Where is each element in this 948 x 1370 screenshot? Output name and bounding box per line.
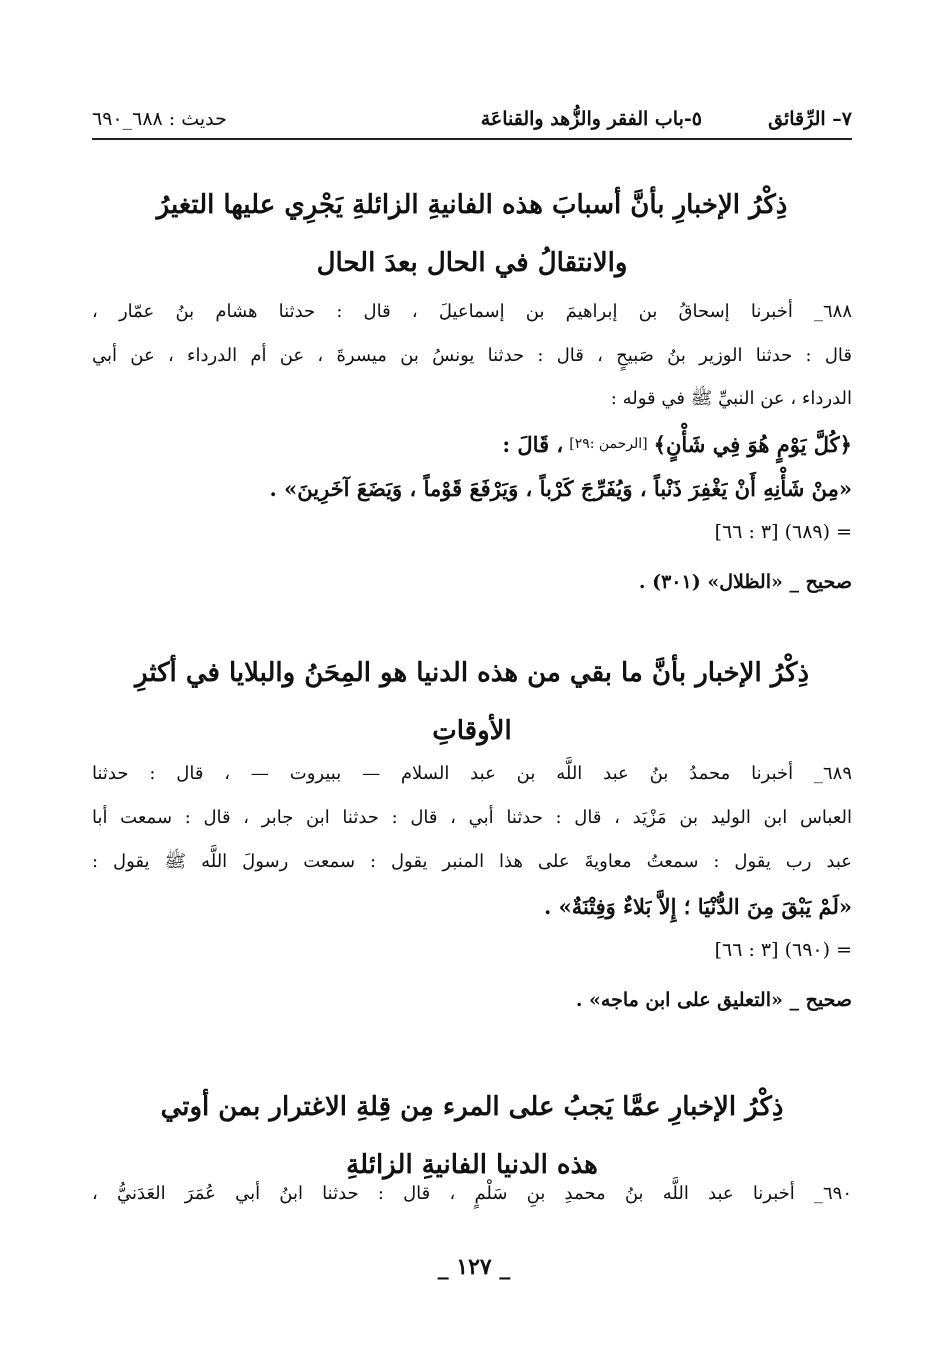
hadith-689-line-3: عبد رب يقول : سمعتُ معاويةَ على هذا المنبر يقول : سمعت رسولَ اللَّه ﷺ يقول : xyxy=(92,851,852,872)
hadith-688-reference: = (٦٨٩) [٣ : ٦٦] xyxy=(714,521,852,543)
heading-2-line-2: الأوقاتِ xyxy=(432,716,512,746)
verse-reference: [الرحمن :٢٩] xyxy=(569,436,648,452)
heading-1-line-2: والانتقالُ في الحال بعدَ الحال xyxy=(316,248,628,278)
hadith-689-line-1: ٦٨٩_ أخبرنا محمدُ بنُ عبد اللَّه بن عبد السلام — ببيروت — ، قال : حدثنا xyxy=(92,763,852,784)
chapter-title: ٧– الرِّقائق xyxy=(768,108,852,130)
heading-1 xyxy=(92,176,852,292)
heading-3-line-2: هذه الدنيا الفانيةِ الزائلةِ xyxy=(346,1150,598,1180)
quran-verse: ﴿كُلَّ يَوْمٍ هُوَ فِي شَأْنٍ﴾ xyxy=(653,431,852,457)
verse-line xyxy=(92,422,852,466)
hadith-688-grading: صحيح _ «الظلال» (٣٠١) . xyxy=(638,571,852,593)
verse-after: ، قَالَ : xyxy=(502,431,564,457)
hadith-689-reference: = (٦٩٠) [٣ : ٦٦] xyxy=(714,939,852,961)
hadith-688-line-2: قال : حدثنا الوزير بنُ صَبيحٍ ، قال : حدثنا يونسُ بن ميسرةَ ، عن أم الدرداء ، عن أبي xyxy=(92,345,852,366)
running-header xyxy=(92,104,852,140)
hadith-688-quote: «مِنْ شَأْنِهِ أَنْ يَغْفِرَ ذَنْباً ، وَيُفَرِّجَ كَرْباً ، وَيَرْفَعَ قَوْماً ، وَيَضَعَ آخَرِينَ» . xyxy=(269,475,852,501)
heading-2 xyxy=(92,644,852,760)
heading-2-line-1: ذِكْرُ الإخبار بأنَّ ما بقي من هذه الدنيا هو المِحَنُ والبلايا في أكثرِ xyxy=(134,658,810,688)
hadith-689 xyxy=(92,752,852,1022)
hadith-688-line-3: الدرداء ، عن النبيِّ ﷺ في قوله : xyxy=(610,388,852,409)
hadith-range: حديث : ٦٨٨_٦٩٠ xyxy=(92,108,227,130)
hadith-689-line-2: العباس ابن الوليد بن مَزْيَد ، قال : حدثنا أبي ، قال : حدثنا ابن جابر ، قال : سمعت أبا xyxy=(92,807,852,828)
hadith-688 xyxy=(92,290,852,604)
heading-1-line-1: ذِكْرُ الإخبارِ بأنَّ أسبابَ هذه الفانيةِ الزائلةِ يَجْرِي عليها التغيرُ xyxy=(156,190,788,220)
hadith-690 xyxy=(92,1172,852,1216)
hadith-689-quote: «لَمْ يَبْقَ مِنَ الدُّنْيَا ؛ إِلاَّ بَلاءٌ وَفِتْنَةٌ» . xyxy=(543,893,852,919)
hadith-688-line-1: ٦٨٨_ أخبرنا إسحاقُ بن إبراهيمَ بن إسماعيلَ ، قال : حدثنا هشام بنُ عمّار ، xyxy=(92,301,852,322)
page-number: _ ١٢٧ _ xyxy=(437,1254,511,1280)
hadith-689-grading: صحيح _ «التعليق على ابن ماجه» . xyxy=(575,989,852,1011)
section-title: ٥-باب الفقر والزُّهد والقناعَة xyxy=(480,108,702,130)
hadith-690-line-1: ٦٩٠_ أخبرنا عبد اللَّه بنُ محمدِ بنِ سَلْمٍ ، قال : حدثنا ابنُ أبي عُمَرَ العَدَنيُّ ، xyxy=(92,1183,852,1204)
heading-3-line-1: ذِكْرُ الإخبارِ عمَّا يَجبُ على المرء مِن قِلةِ الاغترار بمن أوتي xyxy=(160,1092,784,1122)
